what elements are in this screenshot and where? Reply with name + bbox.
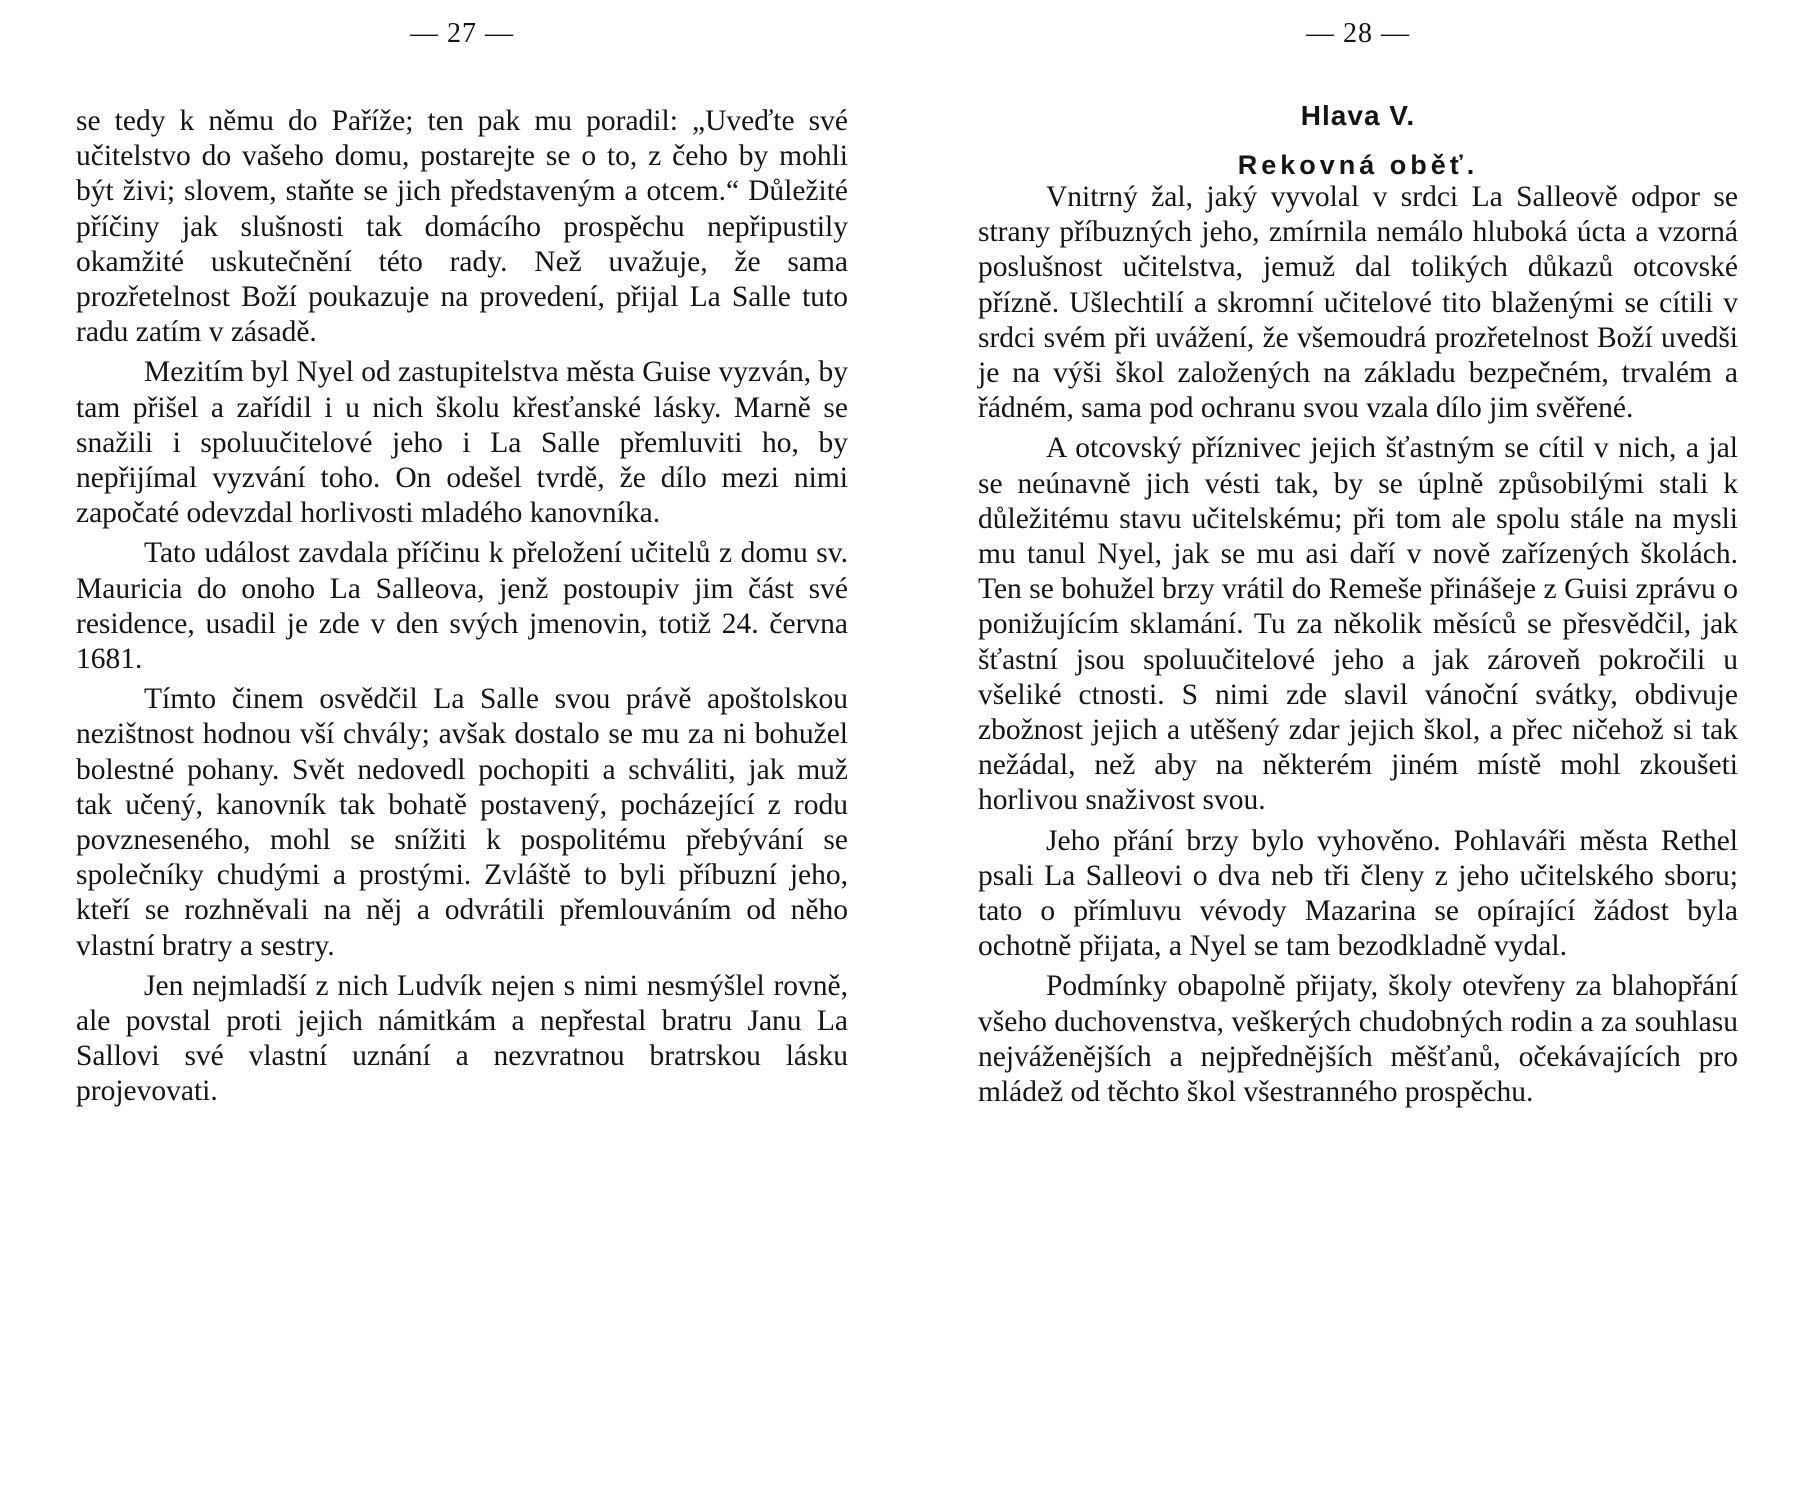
right-page	[978, 0, 1738, 1500]
chapter-title: Rekovná oběť.	[1237, 150, 1479, 180]
body-text	[76, 104, 848, 1110]
page-number: — 28 —	[1306, 18, 1410, 49]
paragraph: Jeho přání brzy bylo vyhověno. Pohlaváři města Rethel psali La Salleovi o dva neb tři členy z jeho učitelského sboru; tato o přímluvu vévody Mazarina se opírající žádost byla ochotně přijata, a Nyel se tam bezodkladně vydal.	[978, 824, 1738, 963]
paragraph: A otcovský příznivec jejich šťastným se cítil v nich, a jal se neúnavně jich vésti tak, by se úplně způsobilými stali k důležitému stavu učitelskému; při tom ale spolu stále na mysli mu tanul Nyel, jak se mu asi daří v nově zařízených školách. Ten se bohužel brzy vrátil do Remeše přinášeje z Guisi zprávu o ponižujícím sklamání. Tu za několik měsíců se přesvědčil, jak šťastní jsou spoluučitelové jeho a jak zároveň pokročili u všeliké ctnosti. S nimi zde slavil vánoční svátky, obdivuje zbožnost jejich a utěšený zdar jejich škol, a přec ničehož si tak nežádal, než aby na některém jiném místě mohl zkoušeti horlivou snaživost svou.	[978, 432, 1738, 817]
paragraph: Podmínky obapolně přijaty, školy otevřeny za blahopřání všeho duchovenstva, veškerých chudobných rodin a za souhlasu nejváženějších a nejpřednějších měšťanů, očekávajících pro mládež od těchto škol všestranného prospěchu.	[978, 970, 1738, 1109]
paragraph: Vnitrný žal, jaký vyvolal v srdci La Salleově odpor se strany příbuzných jeho, zmírnila nemálo hluboká úcta a vzorná poslušnost učitelstva, jemuž dal tolikých důkazů otcovské přízně. Ušlechtilí a skromní učitelové tito blaženými se cítili v srdci svém při uvážení, že všemoudrá prozřetelnost Boží uvedši je na výši škol založených na základu bezpečném, trvalém a řádném, sama pod ochranu svou vzala dílo jim svěřené.	[978, 181, 1738, 425]
chapter-label: Hlava V.	[1300, 100, 1416, 131]
paragraph: Jen nejmladší z nich Ludvík nejen s nimi nesmýšlel rovně, ale povstal proti jejich námitkám a nepřestal bratru Janu La Sallovi své vlastní uznání a nezvratnou bratrskou lásku projevovati.	[76, 969, 848, 1108]
paragraph: se tedy k němu do Paříže; ten pak mu poradil: „Uveďte své učitelstvo do vašeho domu, postarejte se o to, z čeho by mohli být živi; slovem, staňte se jich představeným a otcem.“ Důležité příčiny jak slušnosti tak domácího prospěchu nepřipustily okamžité uskutečnění této rady. Než uvažuje, že sama prozřetelnost Boží poukazuje na provedení, přijal La Salle tuto radu zatím v zásadě.	[76, 105, 848, 349]
body-text	[978, 180, 1738, 1110]
paragraph: Tato událost zavdala příčinu k přeložení učitelů z domu sv. Mauricia do onoho La Salleova, jenž postoupiv jim část své residence, usadil je zde v den svých jmenovin, totiž 24. června 1681.	[76, 537, 848, 676]
paragraph: Mezitím byl Nyel od zastupitelstva města Guise vyzván, by tam přišel a zařídil i u nich školu křesťanské lásky. Marně se snažili i spoluučitelové jeho i La Salle přemluviti ho, by nepřijímal vyzvání toho. On odešel tvrdě, že dílo mezi nimi započaté odevzdal horlivosti mladého kanovníka.	[76, 356, 848, 530]
page-number: — 27 —	[410, 18, 514, 49]
left-page	[76, 0, 848, 1500]
paragraph: Tímto činem osvědčil La Salle svou právě apoštolskou nezištnost hodnou vší chvály; avšak dostalo se mu za ni bohužel bolestné pohany. Svět nedovedl pochopiti a schváliti, jak muž tak učený, kanovník tak bohatě postavený, pocházející z rodu povzneseného, mohl se snížiti k pospolitému přebývání se společníky chudými a prostými. Zvláště to byli příbuzní jeho, kteří se rozhněvali na něj a odvrátili přemlouváním od něho vlastní bratry a sestry.	[76, 683, 848, 962]
